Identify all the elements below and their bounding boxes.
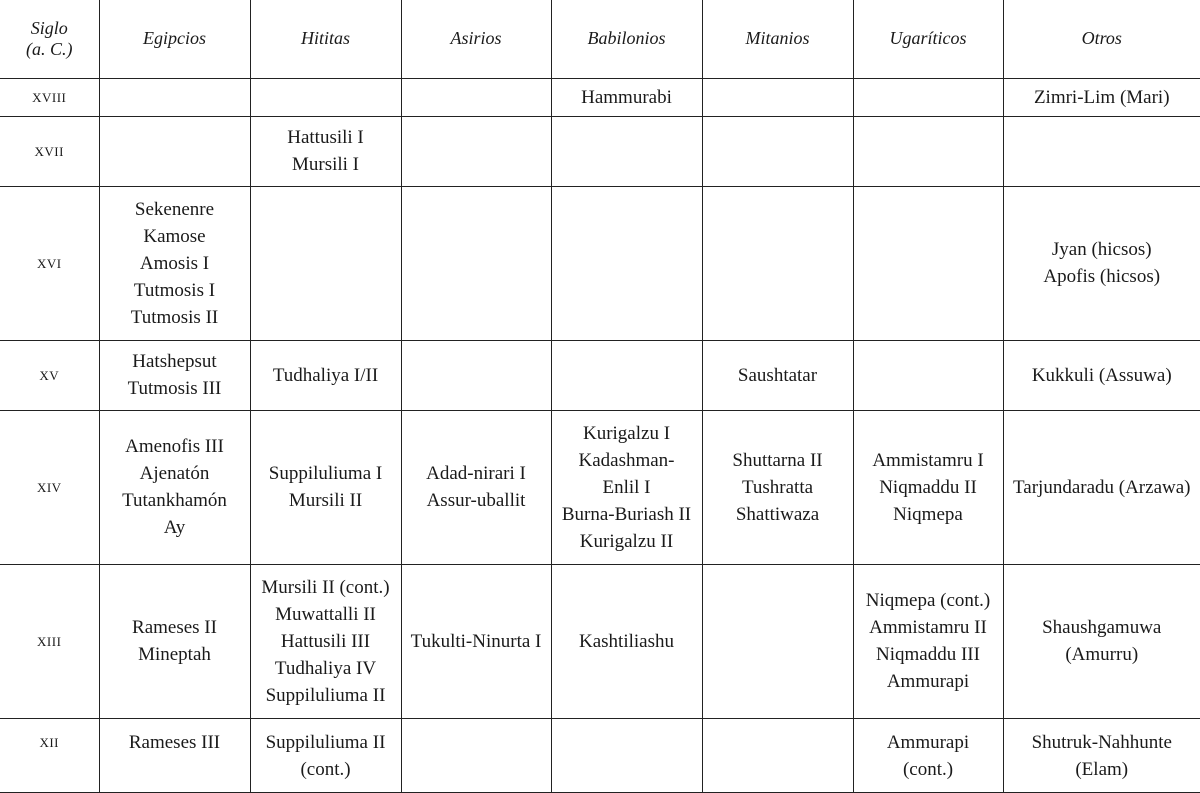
ruler-name: Zimri-Lim (Mari) <box>1033 86 1170 108</box>
table-row <box>0 78 1200 116</box>
cell-hititas <box>250 410 401 564</box>
header-asirios: Asirios <box>401 0 551 78</box>
cell-asirios <box>401 186 551 340</box>
ruler-name: Rameses III <box>128 731 221 753</box>
table-row <box>0 564 1200 718</box>
ruler-name: Apofis (hicsos) <box>1043 266 1161 287</box>
cell-ugariticos <box>853 78 1003 116</box>
header-otros: Otros <box>1003 0 1200 78</box>
century-cell: XVIII <box>0 78 99 116</box>
ruler-name: Ammistamru I <box>872 449 984 471</box>
cell-ugariticos <box>853 340 1003 410</box>
ruler-name: Ammurapi <box>886 731 970 753</box>
century-cell: XIII <box>0 564 99 718</box>
ruler-name: Ammurapi <box>886 671 970 692</box>
header-row <box>0 0 1200 78</box>
cell-egipcios <box>99 340 250 410</box>
header-siglo-line1: Siglo <box>30 17 68 38</box>
cell-ugariticos <box>853 564 1003 718</box>
ruler-name: Saushtatar <box>737 364 818 386</box>
century-cell: XVII <box>0 116 99 186</box>
cell-asirios <box>401 410 551 564</box>
century-cell: XVI <box>0 186 99 340</box>
cell-otros <box>1003 340 1200 410</box>
cell-hititas <box>250 186 401 340</box>
cell-hititas <box>250 564 401 718</box>
cell-egipcios <box>99 186 250 340</box>
cell-babilonios <box>551 410 702 564</box>
ruler-name: Niqmepa <box>893 503 963 525</box>
cell-ugariticos <box>853 410 1003 564</box>
ruler-name: Shaushgamuwa <box>1042 617 1162 638</box>
ruler-name: Tutmosis III <box>127 378 222 399</box>
table-row <box>0 186 1200 340</box>
table-row <box>0 410 1200 564</box>
cell-otros <box>1003 564 1200 718</box>
cell-babilonios <box>551 340 702 410</box>
cell-mitanios <box>702 718 853 792</box>
ruler-name: Kamose <box>143 225 206 247</box>
ruler-name: Kashtiliashu <box>579 630 674 652</box>
cell-otros <box>1003 186 1200 340</box>
ruler-name: Mursili I <box>291 154 360 175</box>
ruler-name: Amosis I <box>139 252 210 274</box>
cell-otros <box>1003 718 1200 792</box>
ruler-name: Kukkuli (Assuwa) <box>1031 364 1172 386</box>
table-row <box>0 718 1200 792</box>
cell-hititas <box>250 116 401 186</box>
ruler-name: Ajenatón <box>139 463 210 484</box>
cell-mitanios <box>702 186 853 340</box>
cell-asirios <box>401 340 551 410</box>
cell-hititas <box>250 78 401 116</box>
ruler-name: (Amurru) <box>1065 644 1139 665</box>
ruler-name: Muwattalli II <box>275 603 376 625</box>
ruler-name: Tutankhamón <box>122 490 227 511</box>
header-hititas: Hititas <box>250 0 401 78</box>
ruler-name: (Elam) <box>1075 758 1129 780</box>
century-cell: XV <box>0 340 99 410</box>
ruler-name: Rameses II <box>132 617 217 638</box>
cell-babilonios <box>551 78 702 116</box>
table-body <box>0 78 1200 792</box>
cell-otros <box>1003 78 1200 116</box>
cell-ugariticos <box>853 186 1003 340</box>
ruler-name: Hatshepsut <box>132 351 217 372</box>
ruler-name: Ay <box>163 517 186 538</box>
table-row <box>0 340 1200 410</box>
header-mitanios: Mitanios <box>702 0 853 78</box>
cell-ugariticos <box>853 116 1003 186</box>
cell-babilonios <box>551 116 702 186</box>
ruler-name: Tutmosis II <box>130 306 219 328</box>
ruler-name: Mursili II <box>288 490 363 511</box>
cell-mitanios <box>702 564 853 718</box>
ruler-name: Suppiluliuma II <box>265 684 386 706</box>
ruler-name: Burna-Buriash II <box>561 503 692 525</box>
cell-otros <box>1003 116 1200 186</box>
cell-mitanios <box>702 410 853 564</box>
cell-babilonios <box>551 186 702 340</box>
cell-hititas <box>250 340 401 410</box>
ruler-name: Kurigalzu I <box>582 422 671 444</box>
ruler-name: Hattusili I <box>287 127 364 148</box>
ruler-name: Suppiluliuma II <box>265 731 386 753</box>
ruler-name: Kurigalzu II <box>579 530 674 552</box>
ruler-name: Assur-uballit <box>426 490 526 511</box>
ruler-name: Tudhaliya I/II <box>272 364 379 386</box>
cell-egipcios <box>99 78 250 116</box>
ruler-name: Jyan (hicsos) <box>1051 239 1152 260</box>
cell-asirios <box>401 78 551 116</box>
ruler-name: Tarjundaradu (Arzawa) <box>1013 476 1191 498</box>
ruler-name: Sekenenre <box>134 198 215 220</box>
ruler-name: Enlil I <box>602 476 651 498</box>
ruler-name: Kadashman- <box>578 449 675 471</box>
cell-hititas <box>250 718 401 792</box>
ruler-name: Shutruk-Nahhunte <box>1031 731 1172 753</box>
header-egipcios: Egipcios <box>99 0 250 78</box>
header-babilonios: Babilonios <box>551 0 702 78</box>
ruler-name: (cont.) <box>300 758 351 780</box>
cell-asirios <box>401 564 551 718</box>
ruler-name: Adad-nirari I <box>426 463 526 484</box>
cell-mitanios <box>702 116 853 186</box>
header-siglo <box>0 0 99 78</box>
cell-otros <box>1003 410 1200 564</box>
ruler-name: Tudhaliya IV <box>274 657 377 679</box>
ruler-name: Tutmosis I <box>133 279 216 301</box>
ruler-name: Ammistamru II <box>869 617 987 638</box>
ruler-name: Tukulti-Ninurta I <box>410 630 542 652</box>
table-row <box>0 116 1200 186</box>
header-ugariticos: Ugaríticos <box>853 0 1003 78</box>
cell-babilonios <box>551 718 702 792</box>
ruler-name: Suppiluliuma I <box>268 463 383 484</box>
ruler-name: Mursili II (cont.) <box>261 576 390 598</box>
ruler-name: Tushratta <box>741 476 814 498</box>
ruler-name: Hammurabi <box>581 86 672 108</box>
ruler-name: Niqmaddu III <box>876 644 980 665</box>
cell-mitanios <box>702 78 853 116</box>
ruler-name: Shuttarna II <box>732 449 823 471</box>
cell-mitanios <box>702 340 853 410</box>
cell-egipcios <box>99 718 250 792</box>
header-siglo-line2: (a. C.) <box>26 38 73 59</box>
ruler-name: Niqmaddu II <box>879 476 977 498</box>
cell-egipcios <box>99 410 250 564</box>
cell-babilonios <box>551 564 702 718</box>
ruler-name: Niqmepa (cont.) <box>865 590 991 611</box>
cell-egipcios <box>99 116 250 186</box>
cell-egipcios <box>99 564 250 718</box>
ruler-name: Mineptah <box>138 644 211 665</box>
cell-ugariticos <box>853 718 1003 792</box>
cell-asirios <box>401 116 551 186</box>
century-cell: XIV <box>0 410 99 564</box>
cell-asirios <box>401 718 551 792</box>
ruler-name: (cont.) <box>902 758 954 780</box>
century-cell: XII <box>0 718 99 792</box>
ruler-name: Shattiwaza <box>735 503 820 525</box>
ruler-name: Hattusili III <box>280 630 371 652</box>
ruler-name: Amenofis III <box>125 436 224 457</box>
